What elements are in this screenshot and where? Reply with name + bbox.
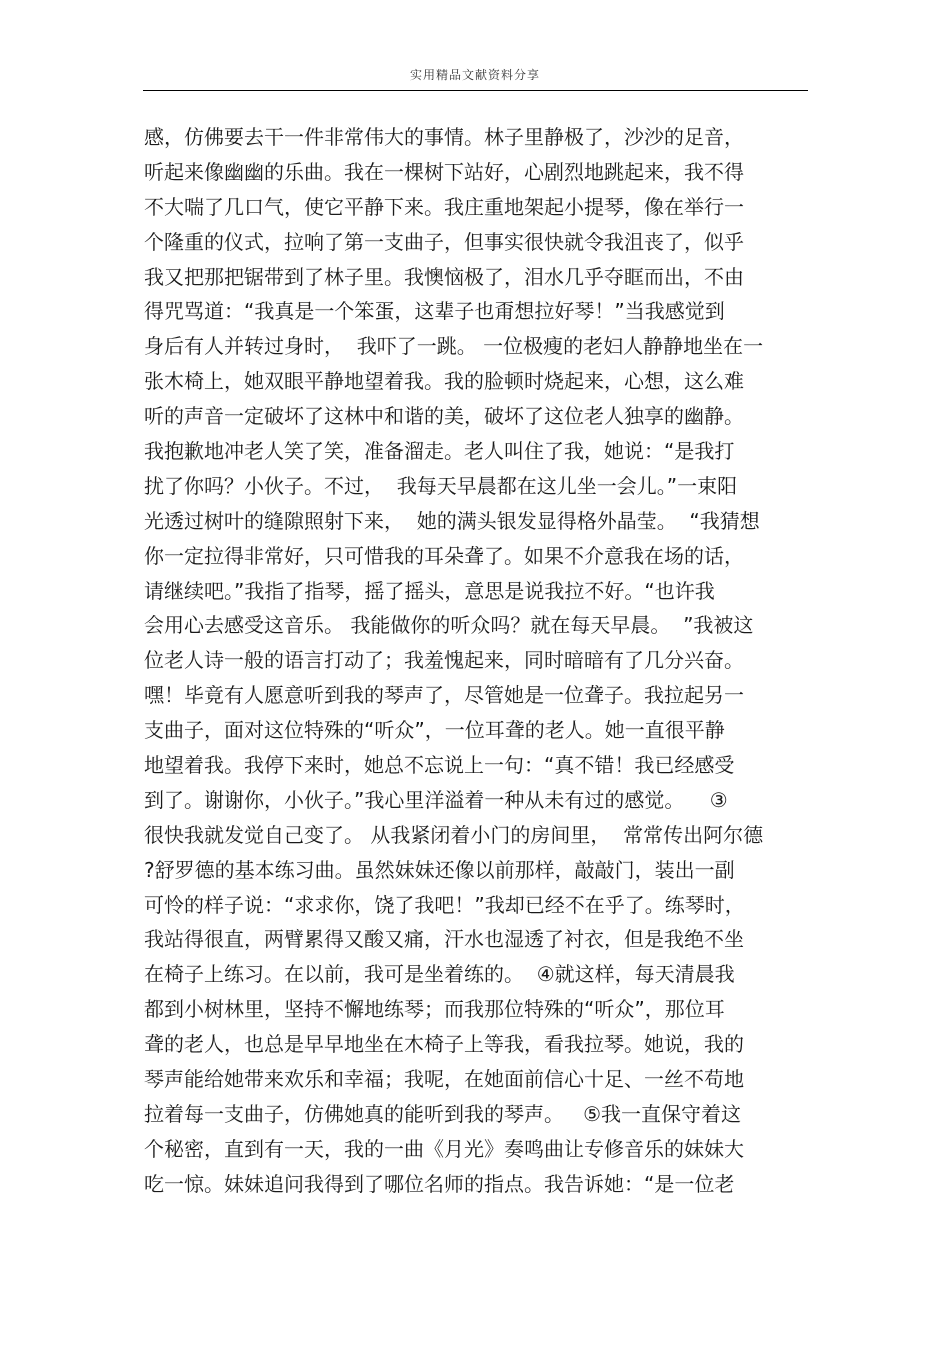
text-line-13: 你一定拉得非常好，只可惜我的耳朵聋了。如果不介意我在场的话，: [144, 543, 744, 568]
text-line-10: 我抱歉地冲老人笑了笑，准备溜走。老人叫住了我，她说：“是我打: [144, 439, 735, 464]
text-line-17: 嘿！毕竟有人愿意听到我的琴声了，尽管她是一位聋子。我拉起另一: [144, 683, 744, 708]
text-line-23: 可怜的样子说：“求求你，饶了我吧！”我却已经不在乎了。练琴时，: [144, 892, 745, 917]
text-line-8: 张木椅上，她双眼平静地望着我。我的脸顿时烧起来，心想，这么难: [144, 369, 744, 394]
text-line-27: 聋的老人，也总是早早地坐在木椅子上等我，看我拉琴。她说，我的: [144, 1032, 744, 1057]
text-line-19: 地望着我。我停下来时，她总不忘说上一句：“真不错！我已经感受: [144, 753, 735, 778]
text-line-2: 听起来像幽幽的乐曲。我在一棵树下站好，心剧烈地跳起来，我不得: [144, 159, 744, 184]
body-text: [144, 120, 824, 1202]
text-line-7: 身后有人并转过身时， 我吓了一跳。 一位极瘦的老妇人静静地坐在一: [144, 334, 764, 359]
text-line-3: 不大喘了几口气，使它平静下来。我庄重地架起小提琴，像在举行一: [144, 194, 744, 219]
text-line-28: 琴声能给她带来欢乐和幸福；我呢，在她面前信心十足、一丝不苟地: [144, 1067, 744, 1092]
text-line-26: 都到小树林里，坚持不懈地练琴；而我那位特殊的“听众”，那位耳: [144, 997, 725, 1022]
text-line-14: 请继续吧。”我指了指琴，摇了摇头，意思是说我拉不好。“也许我: [144, 578, 715, 603]
text-line-31: 吃一惊。妹妹追问我得到了哪位名师的指点。我告诉她：“是一位老: [144, 1171, 735, 1196]
text-line-22: ?舒罗德的基本练习曲。虽然妹妹还像以前那样，敲敲门，装出一副: [144, 857, 735, 882]
text-line-20: 到了。谢谢你，小伙子。”我心里洋溢着一种从未有过的感觉。 ③: [144, 787, 728, 812]
text-line-5: 我又把那把锯带到了林子里。我懊恼极了，泪水几乎夺眶而出，不由: [144, 264, 744, 289]
text-line-15: 会用心去感受这音乐。 我能做你的听众吗？就在每天早晨。 ”我被这: [144, 613, 754, 638]
text-line-25: 在椅子上练习。在以前，我可是坐着练的。 ④就这样，每天清晨我: [144, 962, 735, 987]
text-line-11: 扰了你吗？小伙子。不过， 我每天早晨都在这儿坐一会儿。”一束阳: [144, 473, 738, 498]
text-line-29: 拉着每一支曲子，仿佛她真的能听到我的琴声。 ⑤我一直保守着这: [144, 1101, 742, 1126]
text-line-30: 个秘密，直到有一天，我的一曲《月光》奏鸣曲让专修音乐的妹妹大: [144, 1136, 744, 1161]
text-line-6: 得咒骂道：“我真是一个笨蛋，这辈子也甭想拉好琴！”当我感觉到: [144, 299, 725, 324]
text-line-16: 位老人诗一般的语言打动了；我羞愧起来，同时暗暗有了几分兴奋。: [144, 648, 744, 673]
text-line-4: 个隆重的仪式，拉响了第一支曲子，但事实很快就令我沮丧了，似乎: [144, 229, 744, 254]
text-line-12: 光透过树叶的缝隙照射下来， 她的满头银发显得格外晶莹。 “我猜想: [144, 508, 760, 533]
text-line-1: 感，仿佛要去干一件非常伟大的事情。林子里静极了，沙沙的足音，: [144, 125, 744, 149]
text-line-24: 我站得很直，两臂累得又酸又痛，汗水也湿透了衬衣，但是我绝不坐: [144, 927, 744, 952]
page-header: 实用精品文献资料分享: [409, 68, 540, 82]
text-line-9: 听的声音一定破坏了这林中和谐的美，破坏了这位老人独享的幽静。: [144, 404, 744, 429]
text-line-18: 支曲子，面对这位特殊的“听众”，一位耳聋的老人。她一直很平静: [144, 718, 725, 743]
text-line-21: 很快我就发觉自己变了。 从我紧闭着小门的房间里， 常常传出阿尔德: [144, 822, 764, 847]
header-divider: [143, 90, 808, 91]
